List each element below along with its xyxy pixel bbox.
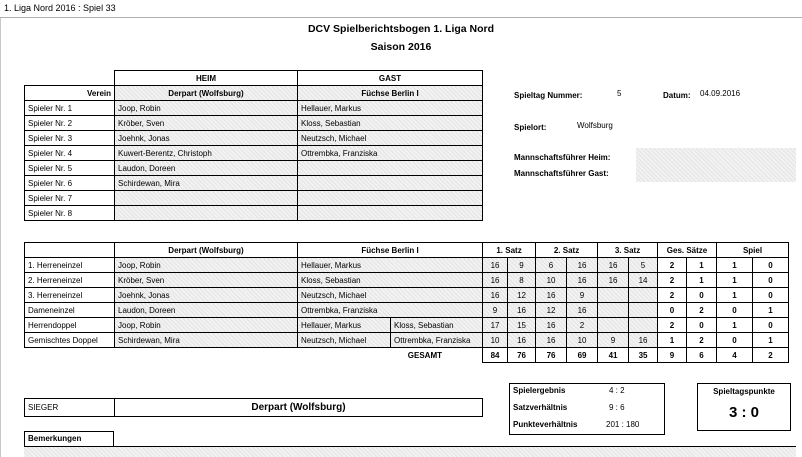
heim-spieler-field[interactable]: Laudon, Doreen xyxy=(115,161,298,176)
gast-spieler-field[interactable]: Neutzsch, Michael xyxy=(298,131,483,146)
saetze-cell: 2 xyxy=(658,258,687,273)
satz-score-cell[interactable] xyxy=(629,303,658,318)
satz-score-cell[interactable]: 16 xyxy=(508,333,536,348)
result-row xyxy=(25,303,789,318)
satz-score-cell[interactable]: 16 xyxy=(567,258,598,273)
gesamt-spacer xyxy=(25,348,115,363)
gast-spieler-field[interactable]: Kloss, Sebastian xyxy=(298,116,483,131)
satz-score-cell[interactable]: 16 xyxy=(567,273,598,288)
satz-score-cell[interactable]: 14 xyxy=(629,273,658,288)
satz-score-cell[interactable] xyxy=(598,303,629,318)
spielort-label: Spielort: xyxy=(514,123,547,132)
spiel-cell: 0 xyxy=(753,288,789,303)
saetze-cell: 2 xyxy=(687,333,717,348)
gesamt-s1-cell: 84 xyxy=(483,348,508,363)
mf-gast-label: Mannschaftsführer Gast: xyxy=(514,169,609,178)
satz3-header: 3. Satz xyxy=(598,243,658,258)
satz-score-cell[interactable]: 16 xyxy=(598,258,629,273)
sieger-label: SIEGER xyxy=(25,399,115,417)
heim-player-field[interactable]: Joop, Robin xyxy=(115,318,298,333)
heim-spieler-field[interactable]: Schirdewan, Mira xyxy=(115,176,298,191)
spiel-cell: 0 xyxy=(753,273,789,288)
satz-score-cell[interactable]: 16 xyxy=(536,318,567,333)
saetze-cell: 0 xyxy=(658,303,687,318)
heim-player-field[interactable]: Kröber, Sven xyxy=(115,273,298,288)
saetze-header: Ges. Sätze xyxy=(658,243,717,258)
lineup-row xyxy=(25,101,483,116)
lineup-row xyxy=(25,206,483,221)
satzverhaeltnis-value: 9 : 6 xyxy=(609,403,625,412)
sieger-table xyxy=(24,398,483,417)
spiel-cell: 1 xyxy=(753,303,789,318)
punkteverhaeltnis-label: Punkteverhältnis xyxy=(513,420,578,429)
spieler-label: Spieler Nr. 6 xyxy=(25,176,115,191)
spieler-label: Spieler Nr. 1 xyxy=(25,101,115,116)
spiel-cell: 1 xyxy=(717,288,753,303)
result-row xyxy=(25,273,789,288)
spiel-cell: 0 xyxy=(717,303,753,318)
saetze-cell: 2 xyxy=(658,288,687,303)
heim-spieler-field[interactable] xyxy=(115,191,298,206)
saetze-cell: 2 xyxy=(658,318,687,333)
satz-score-cell[interactable]: 10 xyxy=(536,273,567,288)
heim-spieler-field[interactable]: Joop, Robin xyxy=(115,101,298,116)
lineup-row xyxy=(25,146,483,161)
satz-score-cell[interactable]: 16 xyxy=(629,333,658,348)
lineup-row xyxy=(25,116,483,131)
gesamt-saetze-cell: 6 xyxy=(687,348,717,363)
datum-value[interactable]: 04.09.2016 xyxy=(700,89,741,98)
saetze-cell: 0 xyxy=(687,288,717,303)
gesamt-s2-cell: 69 xyxy=(567,348,598,363)
satz-score-cell[interactable]: 5 xyxy=(629,258,658,273)
spieler-label: Spieler Nr. 4 xyxy=(25,146,115,161)
gast-partner-field[interactable]: Kloss, Sebastian xyxy=(391,318,483,333)
result-row xyxy=(25,333,789,348)
satz1-header: 1. Satz xyxy=(483,243,536,258)
spiel-cell: 0 xyxy=(753,258,789,273)
gast-partner-field[interactable]: Ottrembka, Franziska xyxy=(391,333,483,348)
heim-player-field[interactable]: Schirdewan, Mira xyxy=(115,333,298,348)
saetze-cell: 1 xyxy=(687,258,717,273)
satz-score-cell[interactable]: 12 xyxy=(508,288,536,303)
result-row xyxy=(25,318,789,333)
datum-label: Datum: xyxy=(663,91,691,100)
satz-score-cell[interactable] xyxy=(629,288,658,303)
spielort-value[interactable]: Wolfsburg xyxy=(577,121,613,130)
spieltagspunkte-value: 3 : 0 xyxy=(728,404,759,421)
gesamt-spiel-cell: 2 xyxy=(753,348,789,363)
spiel-header: Spiel xyxy=(717,243,789,258)
lineup-table xyxy=(24,70,483,221)
bemerkungen-field[interactable] xyxy=(24,446,796,457)
spiel-cell: 1 xyxy=(717,273,753,288)
satz-score-cell[interactable]: 10 xyxy=(567,333,598,348)
gast-player-field[interactable]: Neutzsch, Michael xyxy=(298,333,391,348)
gesamt-s2-cell: 76 xyxy=(536,348,567,363)
spielergebnis-label: Spielergebnis xyxy=(513,386,566,395)
heim-spieler-field[interactable]: Joehnk, Jonas xyxy=(115,131,298,146)
gesamt-saetze-cell: 9 xyxy=(658,348,687,363)
spielergebnis-value: 4 : 2 xyxy=(609,386,625,395)
spieltag-label: Spieltag Nummer: xyxy=(514,91,583,100)
heim-team-name[interactable]: Derpart (Wolfsburg) xyxy=(115,86,298,101)
lineup-row xyxy=(25,131,483,146)
gesamt-s3-cell: 35 xyxy=(629,348,658,363)
satz-score-cell[interactable]: 16 xyxy=(483,273,508,288)
gast-player-field[interactable]: Ottrembka, Franziska xyxy=(298,303,483,318)
satz-score-cell[interactable]: 16 xyxy=(536,288,567,303)
lineup-row xyxy=(25,191,483,206)
gast-spieler-field[interactable]: Ottrembka, Franziska xyxy=(298,146,483,161)
gesamt-spacer xyxy=(115,348,298,363)
heim-player-field[interactable]: Joop, Robin xyxy=(115,258,298,273)
spieler-label: Spieler Nr. 7 xyxy=(25,191,115,206)
results-heim-team: Derpart (Wolfsburg) xyxy=(115,243,298,258)
spieltag-value[interactable]: 5 xyxy=(617,89,622,98)
spieler-label: Spieler Nr. 2 xyxy=(25,116,115,131)
results-table xyxy=(24,242,789,363)
discipline-label: 1. Herreneinzel xyxy=(25,258,115,273)
spieltagspunkte-label: Spieltagspunkte xyxy=(713,387,775,396)
saetze-cell: 2 xyxy=(687,303,717,318)
discipline-label: 3. Herreneinzel xyxy=(25,288,115,303)
gesamt-s1-cell: 76 xyxy=(508,348,536,363)
punkteverhaeltnis-value: 201 : 180 xyxy=(606,420,640,429)
spiel-cell: 0 xyxy=(753,318,789,333)
gast-player-field[interactable]: Kloss, Sebastian xyxy=(298,273,483,288)
satz-score-cell[interactable]: 12 xyxy=(536,303,567,318)
document-subtitle: Saison 2016 xyxy=(370,41,432,53)
gast-player-field[interactable]: Neutzsch, Michael xyxy=(298,288,483,303)
satz-score-cell[interactable]: 16 xyxy=(536,333,567,348)
gast-spieler-field[interactable] xyxy=(298,191,483,206)
gast-player-field[interactable]: Hellauer, Markus xyxy=(298,318,391,333)
mannschaftsfuehrer-field[interactable] xyxy=(636,148,796,182)
discipline-label: Gemischtes Doppel xyxy=(25,333,115,348)
verein-label: Verein xyxy=(25,86,115,101)
satz-score-cell[interactable]: 9 xyxy=(567,288,598,303)
satz-score-cell[interactable]: 6 xyxy=(536,258,567,273)
results-gast-team: Füchse Berlin I xyxy=(298,243,483,258)
satz-score-cell[interactable]: 15 xyxy=(508,318,536,333)
heim-header: HEIM xyxy=(115,71,298,86)
discipline-label: Dameneinzel xyxy=(25,303,115,318)
gesamt-s3-cell: 41 xyxy=(598,348,629,363)
gesamt-row xyxy=(25,348,789,363)
spieler-label: Spieler Nr. 8 xyxy=(25,206,115,221)
gast-spieler-field[interactable]: Hellauer, Markus xyxy=(298,101,483,116)
gast-header: GAST xyxy=(298,71,483,86)
spiel-cell: 1 xyxy=(717,258,753,273)
spiel-cell: 1 xyxy=(717,318,753,333)
satz-score-cell[interactable]: 16 xyxy=(567,303,598,318)
gesamt-spiel-cell: 4 xyxy=(717,348,753,363)
window-title: 1. Liga Nord 2016 : Spiel 33 xyxy=(4,3,116,13)
saetze-cell: 1 xyxy=(687,273,717,288)
satz-score-cell[interactable]: 17 xyxy=(483,318,508,333)
satz-score-cell[interactable]: 16 xyxy=(483,288,508,303)
satz-score-cell[interactable]: 2 xyxy=(567,318,598,333)
saetze-cell: 2 xyxy=(658,273,687,288)
gesamt-label: GESAMT xyxy=(407,350,443,360)
satz-score-cell[interactable]: 16 xyxy=(598,273,629,288)
satz2-header: 2. Satz xyxy=(536,243,598,258)
bemerkungen-label: Bemerkungen xyxy=(24,431,114,446)
spiel-cell: 0 xyxy=(717,333,753,348)
window-title-bar xyxy=(0,0,802,18)
result-row xyxy=(25,288,789,303)
discipline-label: Herrendoppel xyxy=(25,318,115,333)
satz-score-cell[interactable]: 8 xyxy=(508,273,536,288)
heim-player-field[interactable]: Laudon, Doreen xyxy=(115,303,298,318)
heim-spieler-field[interactable] xyxy=(115,206,298,221)
satz-score-cell[interactable]: 16 xyxy=(483,258,508,273)
sieger-value[interactable]: Derpart (Wolfsburg) xyxy=(115,399,483,417)
gast-spieler-field[interactable] xyxy=(298,176,483,191)
satzverhaeltnis-label: Satzverhältnis xyxy=(513,403,568,412)
lineup-row xyxy=(25,176,483,191)
satz-score-cell[interactable] xyxy=(598,318,629,333)
satz-score-cell[interactable]: 9 xyxy=(483,303,508,318)
mf-heim-label: Mannschaftsführer Heim: xyxy=(514,153,611,162)
gast-spieler-field[interactable] xyxy=(298,206,483,221)
gast-team-name[interactable]: Füchse Berlin I xyxy=(298,86,483,101)
satz-score-cell[interactable]: 10 xyxy=(483,333,508,348)
result-row xyxy=(25,258,789,273)
gast-player-field[interactable]: Hellauer, Markus xyxy=(298,258,483,273)
satz-score-cell[interactable] xyxy=(598,288,629,303)
saetze-cell: 1 xyxy=(658,333,687,348)
satz-score-cell[interactable] xyxy=(629,318,658,333)
satz-score-cell[interactable]: 9 xyxy=(598,333,629,348)
spiel-cell: 1 xyxy=(753,333,789,348)
satz-score-cell[interactable]: 16 xyxy=(508,303,536,318)
spieler-label: Spieler Nr. 3 xyxy=(25,131,115,146)
lineup-row xyxy=(25,161,483,176)
heim-player-field[interactable]: Joehnk, Jonas xyxy=(115,288,298,303)
document-title: DCV Spielberichtsbogen 1. Liga Nord xyxy=(307,23,495,35)
spieler-label: Spieler Nr. 5 xyxy=(25,161,115,176)
heim-spieler-field[interactable]: Kuwert-Berentz, Christoph xyxy=(115,146,298,161)
saetze-cell: 0 xyxy=(687,318,717,333)
heim-spieler-field[interactable]: Kröber, Sven xyxy=(115,116,298,131)
discipline-label: 2. Herreneinzel xyxy=(25,273,115,288)
satz-score-cell[interactable]: 9 xyxy=(508,258,536,273)
gast-spieler-field[interactable] xyxy=(298,161,483,176)
